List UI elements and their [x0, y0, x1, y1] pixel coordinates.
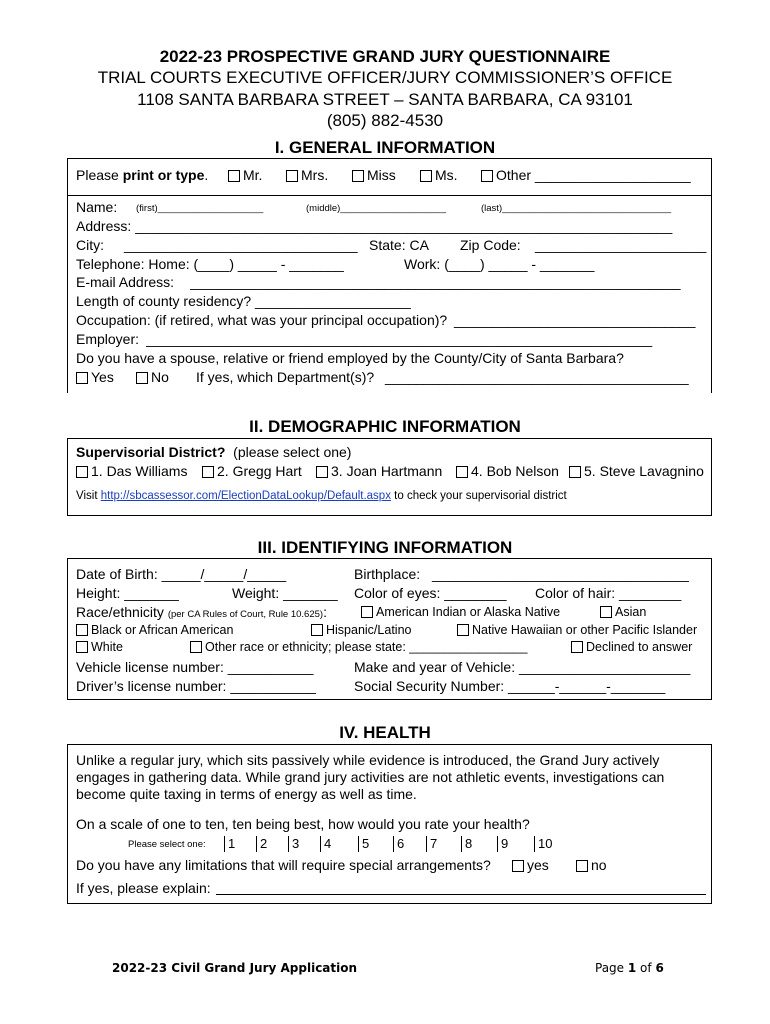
first-name-field[interactable]: (first)____________________: [136, 203, 264, 214]
state-value: State: CA: [369, 237, 429, 253]
section-demographic-title: II. DEMOGRAPHIC INFORMATION: [249, 417, 521, 436]
vehicle-make-field[interactable]: Make and year of Vehicle: ______________________: [354, 659, 691, 675]
checkbox-icon[interactable]: [136, 372, 148, 384]
spouse-yes[interactable]: Yes: [76, 369, 114, 385]
health-intro-line-1: Unlike a regular jury, which sits passively while evidence is introduced, the Grand Jury actively: [76, 752, 660, 768]
birthplace-field[interactable]: _________________________________: [432, 566, 689, 582]
checkbox-icon[interactable]: [76, 624, 88, 636]
district-option-2[interactable]: 2. Gregg Hart: [202, 463, 302, 479]
checkbox-icon[interactable]: [76, 466, 88, 478]
checkbox-icon[interactable]: [569, 466, 581, 478]
zip-label: Zip Code:: [460, 237, 521, 253]
race-label: Race/ethnicity (per CA Rules of Court, Rule 10.625):: [76, 604, 327, 620]
checkbox-icon[interactable]: [352, 170, 364, 182]
vehicle-license-field[interactable]: Vehicle license number: ___________: [76, 659, 314, 675]
birthplace-label: Birthplace:: [354, 566, 421, 582]
checkbox-icon[interactable]: [76, 641, 88, 653]
department-field[interactable]: _______________________________________: [385, 369, 689, 385]
checkbox-icon[interactable]: [286, 170, 298, 182]
department-prompt: If yes, which Department(s)?: [196, 369, 375, 385]
section-health-title: IV. HEALTH: [339, 723, 431, 742]
office-address: 1108 SANTA BARBARA STREET – SANTA BARBARA, CA 93101: [137, 90, 633, 109]
limitations-yes[interactable]: yes: [512, 857, 549, 873]
dob-field[interactable]: Date of Birth: _____/_____/_____: [76, 566, 287, 582]
zip-field[interactable]: ______________________: [535, 237, 707, 253]
spouse-no[interactable]: No: [136, 369, 169, 385]
checkbox-icon[interactable]: [202, 466, 214, 478]
salutation-mr[interactable]: Mr.: [228, 167, 262, 183]
race-american-indian[interactable]: American Indian or Alaska Native: [361, 605, 560, 619]
district-option-3[interactable]: 3. Joan Hartmann: [316, 463, 442, 479]
limitations-question: Do you have any limitations that will require special arrangements?: [76, 857, 491, 873]
race-other[interactable]: Other race or ethnicity; please state: _________________: [190, 640, 527, 654]
print-instruction: Please print or type.: [76, 167, 209, 183]
explain-field[interactable]: [216, 894, 706, 895]
office-phone: (805) 882-4530: [326, 111, 444, 130]
checkbox-icon[interactable]: [316, 466, 328, 478]
checkbox-icon[interactable]: [481, 170, 493, 182]
checkbox-icon[interactable]: [576, 860, 588, 872]
race-black[interactable]: Black or African American: [76, 623, 233, 637]
city-field[interactable]: ______________________________: [124, 237, 358, 253]
limitations-no[interactable]: no: [576, 857, 607, 873]
district-question: Supervisorial District? (please select one): [76, 444, 352, 460]
weight-field[interactable]: Weight: _______: [232, 585, 338, 601]
employer-label: Employer:: [76, 331, 140, 347]
checkbox-icon[interactable]: [190, 641, 202, 653]
salutation-mrs[interactable]: Mrs.: [286, 167, 328, 183]
race-pacific-islander[interactable]: Native Hawaiian or other Pacific Islander: [457, 623, 697, 637]
health-intro-line-2: engages in gathering data. While grand jury activities are not athletic events, investigations can: [76, 769, 665, 785]
checkbox-icon[interactable]: [512, 860, 524, 872]
select-one-label: Please select one:: [128, 839, 206, 850]
city-label: City:: [76, 237, 104, 253]
race-white[interactable]: White: [76, 640, 123, 654]
checkbox-icon[interactable]: [361, 606, 373, 618]
race-asian[interactable]: Asian: [600, 605, 646, 619]
occupation-label: Occupation: (if retired, what was your principal occupation)?: [76, 312, 448, 328]
district-lookup-note: Visit http://sbcassessor.com/ElectionDataLookup/Default.aspx to check your supervisorial district: [76, 490, 567, 502]
checkbox-icon[interactable]: [311, 624, 323, 636]
residency-field[interactable]: Length of county residency? ____________________: [76, 293, 411, 309]
email-field[interactable]: _______________________________________________________________: [190, 274, 681, 290]
explain-label: If yes, please explain:: [76, 880, 211, 896]
checkbox-icon[interactable]: [456, 466, 468, 478]
salutation-ms[interactable]: Ms.: [420, 167, 458, 183]
section-identifying-title: III. IDENTIFYING INFORMATION: [257, 538, 513, 557]
home-phone-field[interactable]: Telephone: Home: (____) _____ - _______: [76, 256, 344, 272]
salutation-other[interactable]: Other ____________________: [481, 167, 691, 183]
checkbox-icon[interactable]: [600, 606, 612, 618]
footer-form-name: 2022-23 Civil Grand Jury Application: [112, 961, 358, 975]
form-title: 2022-23 PROSPECTIVE GRAND JURY QUESTIONNAIRE: [159, 47, 611, 66]
work-phone-field[interactable]: Work: (____) _____ - _______: [404, 256, 595, 272]
employer-field[interactable]: _________________________________________________________________: [146, 331, 653, 347]
checkbox-icon[interactable]: [76, 372, 88, 384]
hair-color-field[interactable]: Color of hair: ________: [535, 585, 682, 601]
district-lookup-link[interactable]: http://sbcassessor.com/ElectionDataLookup/Default.aspx: [100, 490, 391, 502]
health-intro-line-3: become quite taxing in terms of energy as well as time.: [76, 786, 417, 802]
driver-license-field[interactable]: Driver’s license number: ___________: [76, 678, 316, 694]
last-name-field[interactable]: (last)________________________________: [481, 203, 672, 214]
health-scale-question: On a scale of one to ten, ten being best, how would you rate your health?: [76, 816, 530, 832]
address-field[interactable]: _____________________________________________________________________: [135, 218, 673, 234]
checkbox-icon[interactable]: [228, 170, 240, 182]
ssn-field[interactable]: Social Security Number: ______-______-_______: [354, 678, 666, 694]
checkbox-icon[interactable]: [457, 624, 469, 636]
office-name: TRIAL COURTS EXECUTIVE OFFICER/JURY COMMISSIONER’S OFFICE: [97, 68, 673, 87]
section-general-title: I. GENERAL INFORMATION: [274, 138, 496, 157]
salutation-miss[interactable]: Miss: [352, 167, 396, 183]
occupation-field[interactable]: _______________________________: [454, 312, 696, 328]
race-hispanic[interactable]: Hispanic/Latino: [311, 623, 411, 637]
email-label: E-mail Address:: [76, 274, 175, 290]
district-option-1[interactable]: 1. Das Williams: [76, 463, 187, 479]
page-number: Page 1 of 6: [595, 961, 664, 975]
address-label: Address:: [76, 218, 132, 234]
race-declined[interactable]: Declined to answer: [571, 640, 692, 654]
district-option-4[interactable]: 4. Bob Nelson: [456, 463, 559, 479]
checkbox-icon[interactable]: [571, 641, 583, 653]
divider: [67, 195, 712, 196]
height-field[interactable]: Height: _______: [76, 585, 179, 601]
middle-name-field[interactable]: (middle)____________________: [306, 203, 446, 214]
spouse-question: Do you have a spouse, relative or friend employed by the County/City of Santa Barbara?: [76, 350, 624, 366]
district-option-5[interactable]: 5. Steve Lavagnino: [569, 463, 704, 479]
name-label: Name:: [76, 199, 118, 215]
checkbox-icon[interactable]: [420, 170, 432, 182]
eye-color-field[interactable]: Color of eyes: ________: [354, 585, 507, 601]
